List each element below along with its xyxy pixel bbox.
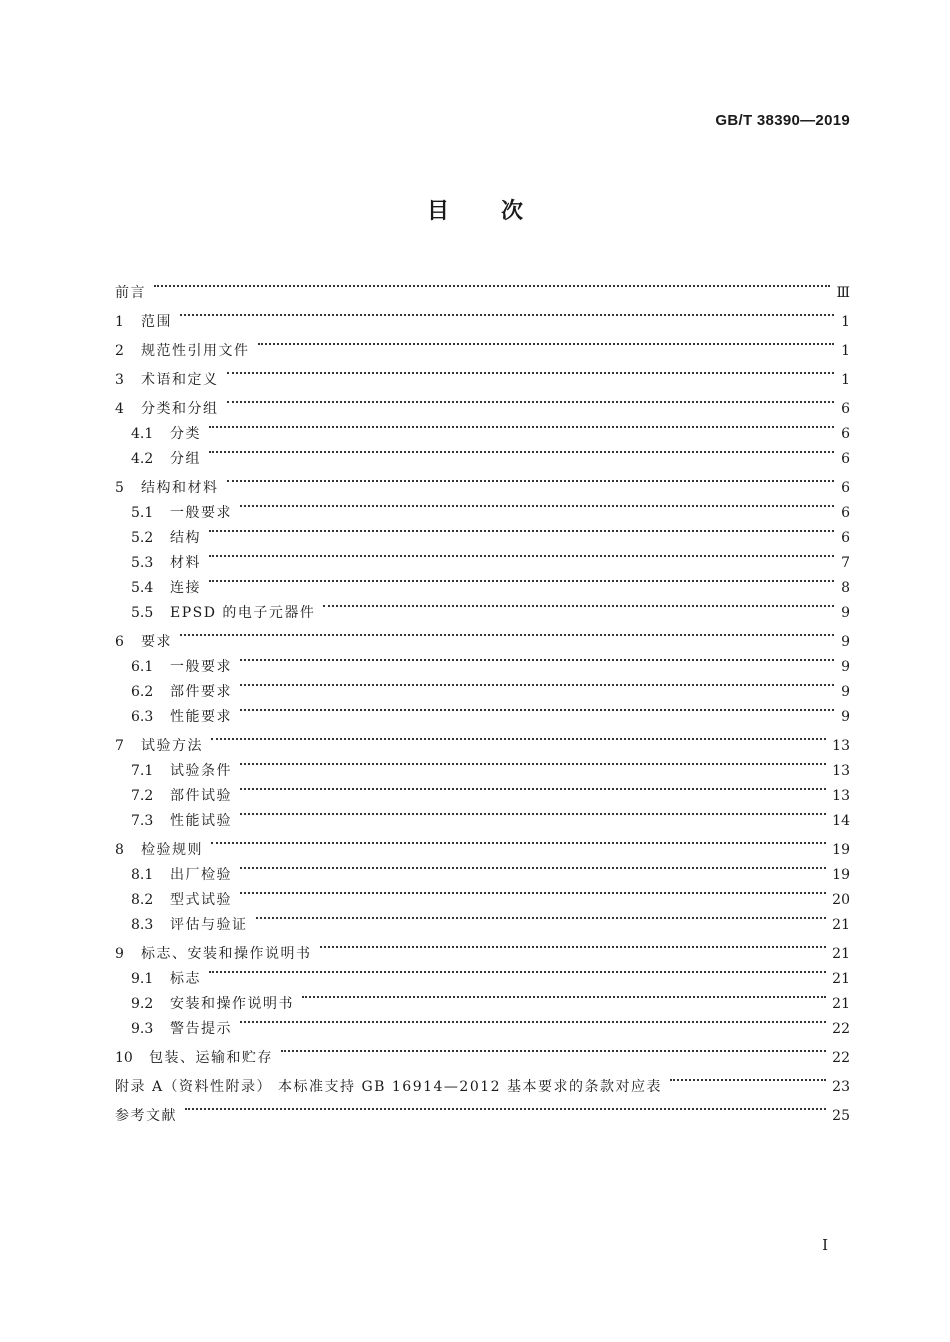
toc-entry-number: 8 [115, 842, 124, 858]
toc-entry-page: 1 [841, 372, 850, 388]
toc-entry-page: 1 [841, 343, 850, 359]
toc-entry-number: 9 [115, 946, 124, 962]
toc-entry-page: 21 [832, 996, 850, 1012]
toc-entry-number: 6.2 [131, 684, 154, 700]
toc-entry-page: 6 [841, 401, 850, 417]
dot-leader [240, 671, 834, 696]
toc-entry-number: 8.1 [131, 867, 154, 883]
dot-leader [240, 492, 834, 517]
toc-entry-label: 试验条件 [170, 763, 232, 779]
toc-entry-label: 试验方法 [141, 738, 203, 754]
toc-entry[interactable] [115, 517, 850, 546]
toc-entry-page: 6 [841, 451, 850, 467]
toc-entry-page: 6 [841, 426, 850, 442]
dot-leader [211, 829, 826, 854]
toc-entry-number: 2 [115, 343, 124, 359]
toc-entry-page: 9 [841, 709, 850, 725]
toc-entry-number: 6.1 [131, 659, 154, 675]
toc-entry-page: 13 [832, 763, 850, 779]
dot-leader [209, 542, 834, 567]
toc-entry-page: 20 [832, 892, 850, 908]
toc-entry-page: 13 [832, 788, 850, 804]
toc-entry-number: 8.2 [131, 892, 154, 908]
toc-entry[interactable] [115, 467, 850, 496]
dot-leader [240, 696, 834, 721]
dot-leader [240, 879, 826, 904]
dot-leader [240, 800, 826, 825]
toc-entry[interactable] [115, 330, 850, 359]
toc-entry-label: 分类和分组 [141, 401, 219, 417]
toc-entry-label: 分组 [170, 451, 201, 467]
dot-leader [209, 958, 826, 983]
toc-entry-number: 9.3 [131, 1021, 154, 1037]
dot-leader [240, 775, 826, 800]
toc-entry-number: 5.1 [131, 505, 154, 521]
toc-entry-label: 型式试验 [170, 892, 232, 908]
dot-leader [211, 725, 826, 750]
toc-entry-label: 范围 [141, 314, 172, 330]
toc-entry-page: 9 [841, 684, 850, 700]
toc-entry-page: 21 [832, 971, 850, 987]
toc-entry-number: 7.1 [131, 763, 154, 779]
toc-entry-page: 7 [841, 555, 850, 571]
toc-entry-page: 22 [832, 1021, 850, 1037]
toc-entry-number: 10 [115, 1050, 133, 1066]
toc-entry-label: 连接 [170, 580, 201, 596]
toc-entry-label: 安装和操作说明书 [170, 996, 294, 1012]
toc-entry[interactable] [115, 592, 850, 621]
toc-entry-number: 4.2 [131, 451, 154, 467]
dot-leader [302, 983, 826, 1008]
title-char-2: 次 [501, 199, 524, 224]
toc-entry-label: 参考文献 [115, 1108, 177, 1124]
toc-entry[interactable] [115, 542, 850, 571]
dot-leader [281, 1037, 826, 1062]
toc-entry-number: 7.3 [131, 813, 154, 829]
dot-leader [240, 854, 826, 879]
toc-entry[interactable] [115, 301, 850, 330]
toc-entry-label: 部件试验 [170, 788, 232, 804]
toc-entry[interactable] [115, 725, 850, 754]
toc-entry-page: 6 [841, 530, 850, 546]
toc-entry[interactable] [115, 272, 850, 301]
toc-entry-label: 包装、运输和贮存 [149, 1050, 273, 1066]
toc-entry-label: 规范性引用文件 [141, 343, 250, 359]
dot-leader [240, 750, 826, 775]
toc-entry-page: 6 [841, 480, 850, 496]
toc-entry-label: 检验规则 [141, 842, 203, 858]
toc-entry[interactable] [115, 413, 850, 442]
dot-leader [180, 301, 834, 326]
toc-entry[interactable] [115, 983, 850, 1012]
toc-entry-page: 9 [841, 659, 850, 675]
toc-entry-number: 8.3 [131, 917, 154, 933]
toc-entry-label: 要求 [141, 634, 172, 650]
toc-entry-page: 9 [841, 605, 850, 621]
page-title [0, 194, 950, 225]
toc-entry-number: 9.1 [131, 971, 154, 987]
toc-entry-page: 22 [832, 1050, 850, 1066]
toc-entry-number: 5.2 [131, 530, 154, 546]
toc-entry[interactable] [115, 567, 850, 596]
toc-entry-label: 性能要求 [170, 709, 232, 725]
toc-entry-page: 19 [832, 842, 850, 858]
toc-entry-page: 1 [841, 314, 850, 330]
dot-leader [209, 567, 834, 592]
dot-leader [323, 592, 834, 617]
toc-entry-label: 标志、安装和操作说明书 [141, 946, 312, 962]
toc-entry-page: 21 [832, 946, 850, 962]
toc-entry-label: 分类 [170, 426, 201, 442]
toc-entry[interactable] [115, 492, 850, 521]
toc-entry-number: 6.3 [131, 709, 154, 725]
dot-leader [670, 1066, 826, 1091]
dot-leader [258, 330, 835, 355]
toc-entry[interactable] [115, 646, 850, 675]
toc-entry-number: 5.5 [131, 605, 154, 621]
dot-leader [209, 438, 834, 463]
toc-entry[interactable] [115, 829, 850, 858]
toc-entry-page: Ⅲ [836, 285, 850, 301]
toc-entry-page: 9 [841, 634, 850, 650]
toc-entry-number: 6 [115, 634, 124, 650]
dot-leader [227, 467, 835, 492]
toc-entry-number: 7 [115, 738, 124, 754]
dot-leader [180, 621, 834, 646]
toc-entry-page: 19 [832, 867, 850, 883]
dot-leader [209, 413, 834, 438]
toc-entry-page: 14 [832, 813, 850, 829]
dot-leader [240, 646, 834, 671]
toc-entry-label: EPSD 的电子元器件 [170, 605, 316, 621]
toc-entry-label: 结构 [170, 530, 201, 546]
dot-leader [209, 517, 834, 542]
toc-entry-number: 5.4 [131, 580, 154, 596]
title-char-1: 目 [426, 199, 449, 224]
toc-entry[interactable] [115, 1095, 850, 1124]
toc-entry[interactable] [115, 854, 850, 883]
toc-entry-label: 警告提示 [170, 1021, 232, 1037]
toc-entry-number: 5.3 [131, 555, 154, 571]
toc-entry[interactable] [115, 438, 850, 467]
dot-leader [256, 904, 827, 929]
toc-entry-label: 前言 [115, 285, 146, 301]
page-number: I [822, 1236, 828, 1254]
toc-entry-number: 4 [115, 401, 124, 417]
toc-entry-number: 3 [115, 372, 124, 388]
dot-leader [320, 933, 827, 958]
toc-entry-label: 出厂检验 [170, 867, 232, 883]
toc-entry-number: 4.1 [131, 426, 154, 442]
toc-entry[interactable] [115, 388, 850, 417]
toc-entry-label: 一般要求 [170, 505, 232, 521]
toc-entry-label: 术语和定义 [141, 372, 219, 388]
toc-entry-number: 5 [115, 480, 124, 496]
dot-leader [154, 272, 830, 297]
toc-entry-page: 6 [841, 505, 850, 521]
table-of-contents [115, 272, 850, 1124]
dot-leader [185, 1095, 826, 1120]
dot-leader [227, 359, 835, 384]
toc-entry-page: 8 [841, 580, 850, 596]
toc-entry-label: 评估与验证 [170, 917, 248, 933]
toc-entry-label: 材料 [170, 555, 201, 571]
toc-entry-number: 1 [115, 314, 124, 330]
toc-entry[interactable] [115, 621, 850, 650]
toc-entry-label: 结构和材料 [141, 480, 219, 496]
toc-entry-page: 25 [832, 1108, 850, 1124]
toc-entry-number: 9.2 [131, 996, 154, 1012]
toc-entry-label: 标志 [170, 971, 201, 987]
toc-entry[interactable] [115, 750, 850, 779]
toc-entry-label: 一般要求 [170, 659, 232, 675]
toc-entry-label: 部件要求 [170, 684, 232, 700]
standard-code: GB/T 38390—2019 [715, 112, 850, 129]
toc-entry[interactable] [115, 958, 850, 987]
toc-entry-page: 23 [832, 1079, 850, 1095]
dot-leader [227, 388, 835, 413]
toc-entry-page: 21 [832, 917, 850, 933]
toc-entry-page: 13 [832, 738, 850, 754]
toc-entry-label: 附录 A（资料性附录） 本标准支持 GB 16914—2012 基本要求的条款对应表 [115, 1079, 662, 1095]
toc-entry-number: 7.2 [131, 788, 154, 804]
dot-leader [240, 1008, 826, 1033]
toc-entry-label: 性能试验 [170, 813, 232, 829]
